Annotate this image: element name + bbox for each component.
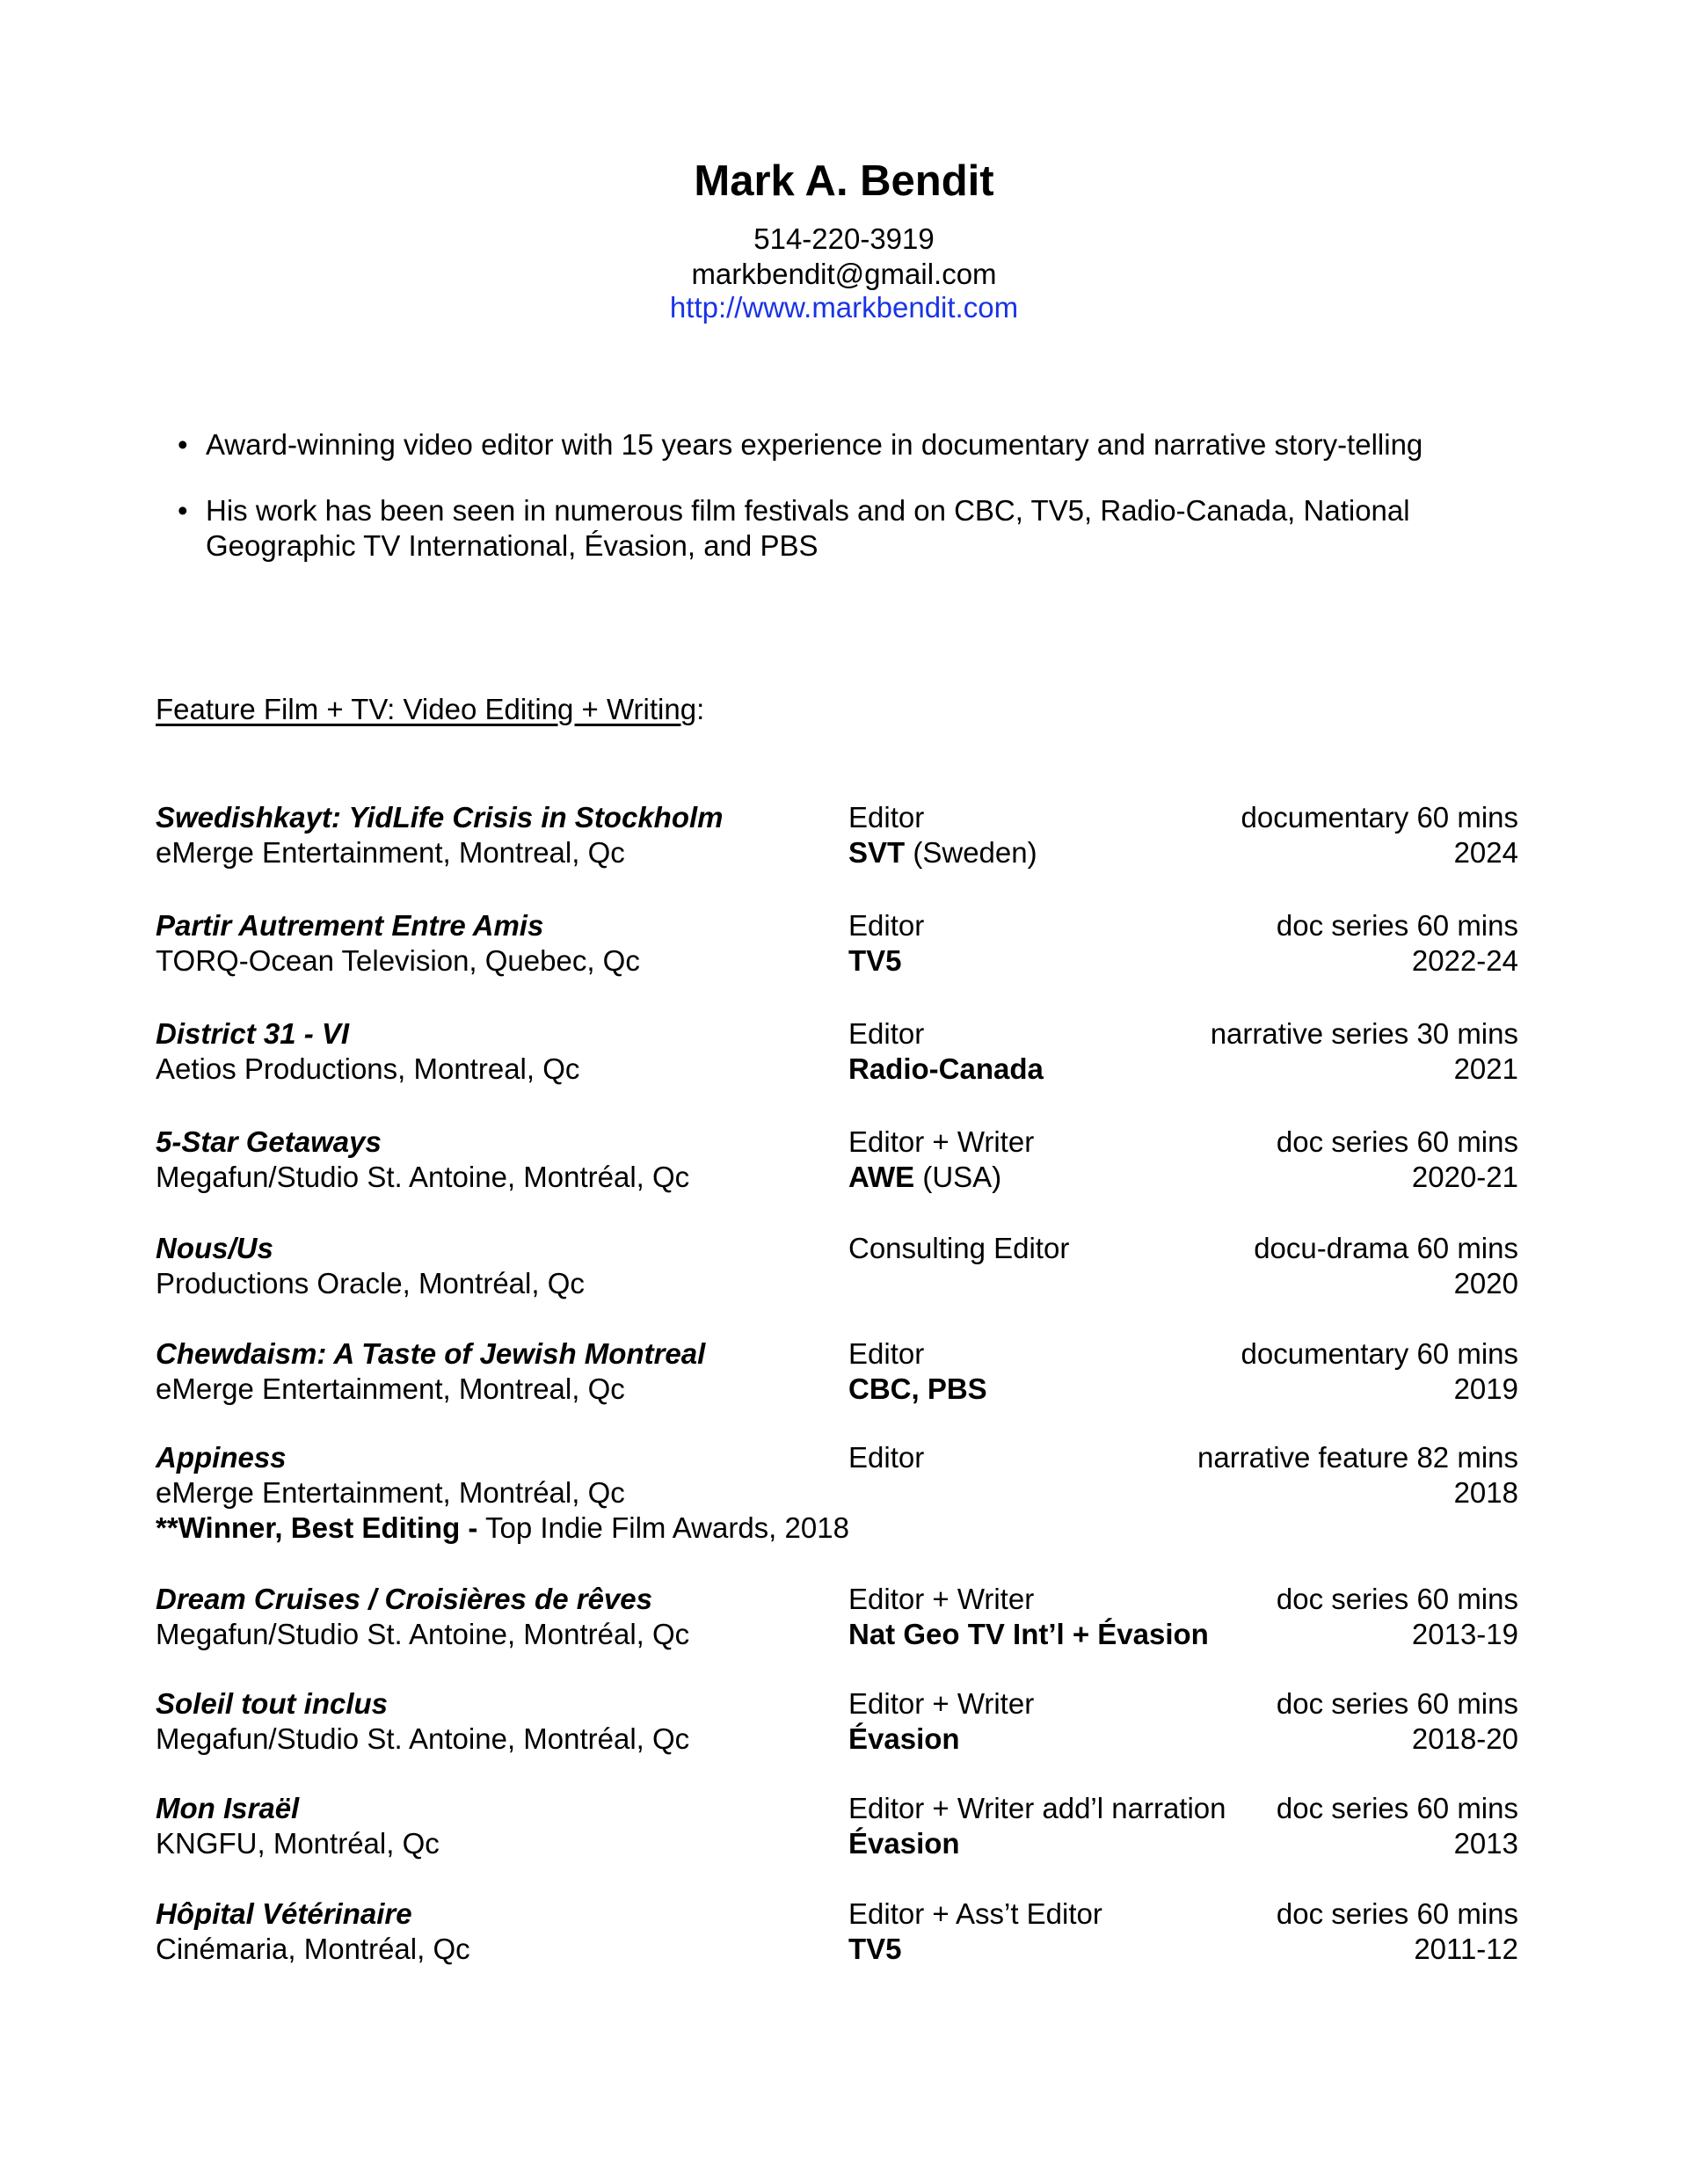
credit-network-bold: CBC, PBS [848, 1372, 987, 1405]
credit-role: Editor + Ass’t Editor [848, 1897, 1102, 1930]
credit-year: 2020-21 [1411, 1161, 1518, 1193]
credit-network [848, 1372, 987, 1407]
credit-year: 2021 [1453, 1052, 1518, 1085]
section-heading [156, 692, 704, 727]
credit-entry [0, 1440, 1688, 1544]
credit-entry [0, 1896, 1688, 1993]
email-address: markbendit@gmail.com [691, 258, 997, 290]
credit-network [848, 1617, 1209, 1652]
credit-title: Hôpital Vétérinaire [156, 1897, 412, 1930]
credit-company: eMerge Entertainment, Montreal, Qc [156, 1372, 625, 1405]
bullet-icon: • [178, 494, 188, 527]
credit-title: District 31 - VI [156, 1017, 350, 1050]
credit-role: Editor [848, 909, 925, 942]
credit-year: 2022-24 [1411, 944, 1518, 977]
credit-entry [0, 1336, 1688, 1433]
credit-title: 5-Star Getaways [156, 1125, 382, 1158]
credit-entry [0, 908, 1688, 1005]
credit-title: Appiness [156, 1441, 287, 1474]
credit-company: eMerge Entertainment, Montreal, Qc [156, 836, 625, 869]
credit-network-bold: Radio-Canada [848, 1052, 1044, 1085]
credit-entry [0, 1791, 1688, 1888]
credit-network [848, 835, 1037, 870]
credit-year: 2013 [1453, 1827, 1518, 1860]
credit-company: eMerge Entertainment, Montréal, Qc [156, 1476, 625, 1509]
credit-company: Productions Oracle, Montréal, Qc [156, 1267, 585, 1299]
credit-type: doc series 60 mins [1276, 1583, 1518, 1615]
credit-company: Megafun/Studio St. Antoine, Montréal, Qc [156, 1722, 690, 1755]
credit-award [156, 1511, 849, 1546]
section-heading-text: Feature Film + TV: Video Editing + Writing [156, 693, 697, 725]
credit-role: Editor [848, 1337, 925, 1370]
credit-network-bold: Nat Geo TV Int’l + Évasion [848, 1618, 1209, 1650]
credit-entry [0, 1231, 1688, 1328]
credit-network-extra: (Sweden) [905, 836, 1037, 869]
credit-type: narrative feature 82 mins [1197, 1441, 1518, 1474]
credit-entry [0, 1582, 1688, 1678]
credit-company: Megafun/Studio St. Antoine, Montréal, Qc [156, 1161, 690, 1193]
credit-entry [0, 1016, 1688, 1113]
credit-network-bold: TV5 [848, 944, 902, 977]
credit-type: doc series 60 mins [1276, 1792, 1518, 1824]
credit-type: doc series 60 mins [1276, 909, 1518, 942]
credit-role: Editor + Writer [848, 1583, 1035, 1615]
credit-network-bold: AWE [848, 1161, 915, 1193]
credit-role: Editor [848, 801, 925, 834]
credit-year: 2011-12 [1414, 1933, 1518, 1965]
credit-company: Megafun/Studio St. Antoine, Montréal, Qc [156, 1618, 690, 1650]
credit-type: docu-drama 60 mins [1254, 1232, 1518, 1264]
credit-entry [0, 1125, 1688, 1221]
resume-name: Mark A. Bendit [694, 157, 994, 205]
section-heading-colon: : [696, 693, 705, 725]
credit-year: 2013-19 [1411, 1618, 1518, 1650]
phone-number: 514-220-3919 [753, 222, 935, 255]
credit-title: Mon Israël [156, 1792, 300, 1824]
summary-item: His work has been seen in numerous film festivals and on CBC, TV5, Radio-Canada, National Geographic TV International, Évasion, and PBS [206, 494, 1410, 562]
credit-network-bold: TV5 [848, 1933, 902, 1965]
credit-award-text: Top Indie Film Awards, 2018 [477, 1511, 849, 1544]
credit-network [848, 1722, 960, 1757]
credit-entry [0, 1686, 1688, 1783]
credit-network [848, 1052, 1044, 1087]
credit-network [848, 943, 902, 979]
credit-type: doc series 60 mins [1276, 1125, 1518, 1158]
bullet-icon: • [178, 428, 188, 461]
credit-type: documentary 60 mins [1241, 1337, 1518, 1370]
credit-company: Cinémaria, Montréal, Qc [156, 1933, 470, 1965]
credit-role: Editor + Writer [848, 1125, 1035, 1158]
credit-role: Editor + Writer [848, 1687, 1035, 1720]
credit-company: KNGFU, Montréal, Qc [156, 1827, 440, 1860]
credit-year: 2018-20 [1411, 1722, 1518, 1755]
credit-entry [0, 800, 1688, 897]
credit-year: 2024 [1453, 836, 1518, 869]
credit-year: 2019 [1453, 1372, 1518, 1405]
credit-type: doc series 60 mins [1276, 1897, 1518, 1930]
credit-role: Editor [848, 1441, 925, 1474]
credit-title: Dream Cruises / Croisières de rêves [156, 1583, 652, 1615]
credit-year: 2020 [1453, 1267, 1518, 1299]
credit-award-bold: **Winner, Best Editing - [156, 1511, 478, 1544]
credit-network-bold: SVT [848, 836, 906, 869]
summary-item: Award-winning video editor with 15 years experience in documentary and narrative story-telling [206, 428, 1423, 461]
credit-title: Chewdaism: A Taste of Jewish Montreal [156, 1337, 706, 1370]
website-link[interactable]: http://www.markbendit.com [669, 291, 1019, 324]
credit-type: doc series 60 mins [1276, 1687, 1518, 1720]
credit-network [848, 1160, 1001, 1195]
credit-company: Aetios Productions, Montreal, Qc [156, 1052, 580, 1085]
credit-role: Editor + Writer add’l narration [848, 1792, 1226, 1824]
credit-title: Partir Autrement Entre Amis [156, 909, 544, 942]
credit-type: documentary 60 mins [1241, 801, 1518, 834]
credit-network-bold: Évasion [848, 1827, 960, 1860]
credit-network-extra: (USA) [914, 1161, 1002, 1193]
credit-title: Swedishkayt: YidLife Crisis in Stockholm [156, 801, 724, 834]
credit-role: Editor [848, 1017, 925, 1050]
credit-year: 2018 [1453, 1476, 1518, 1509]
credit-network [848, 1932, 902, 1967]
credit-role: Consulting Editor [848, 1232, 1070, 1264]
credit-company: TORQ-Ocean Television, Quebec, Qc [156, 944, 640, 977]
credit-title: Nous/Us [156, 1232, 273, 1264]
credit-title: Soleil tout inclus [156, 1687, 389, 1720]
credit-network-bold: Évasion [848, 1722, 960, 1755]
credit-network [848, 1826, 960, 1861]
credit-type: narrative series 30 mins [1210, 1017, 1518, 1050]
